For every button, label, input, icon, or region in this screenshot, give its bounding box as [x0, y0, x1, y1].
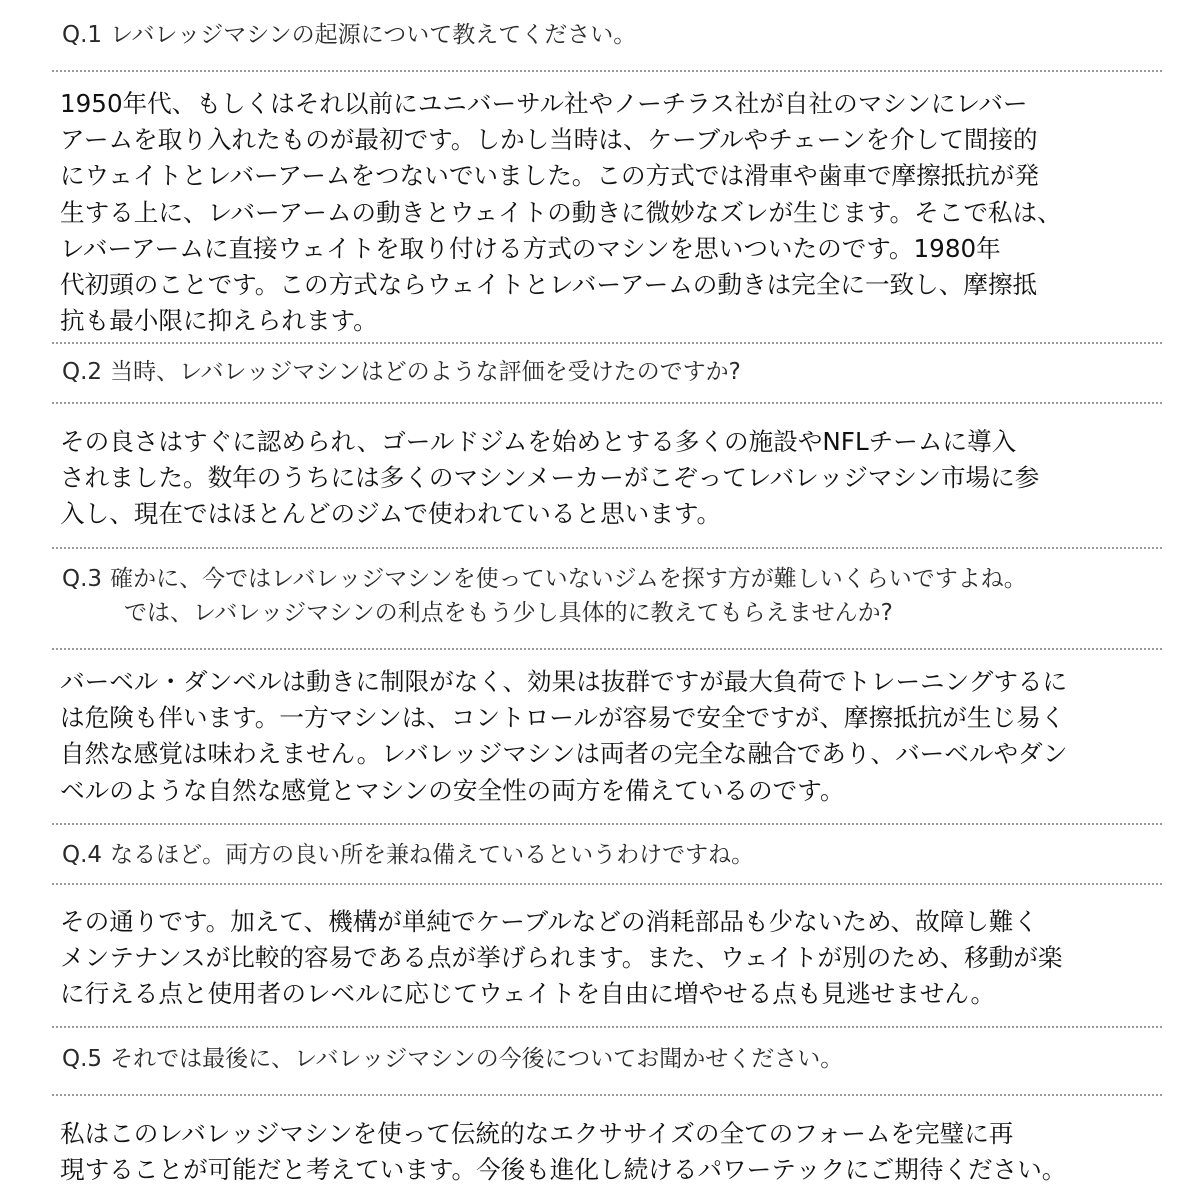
question-number: Q.2: [62, 359, 103, 385]
dotted-divider: [52, 342, 1162, 344]
answer-line: ベルのような自然な感覚とマシンの安全性の両方を備えているのです。: [60, 775, 845, 805]
answer-line: その良さはすぐに認められ、ゴールドジムを始めとする多くの施設やNFLチームに導入: [60, 427, 1017, 456]
question-number: Q.1: [62, 22, 103, 48]
dotted-divider: [52, 70, 1162, 72]
answer-line: アームを取り入れたものが最初です。しかし当時は、ケーブルやチェーンを介して間接的: [60, 125, 1038, 155]
answer-line: 1950年代、もしくはそれ以前にユニバーサル社やノーチラス社が自社のマシンにレバー: [60, 89, 1028, 118]
question-number: Q.5: [62, 1046, 103, 1072]
question-text: それでは最後に、レバレッジマシンの今後についてお聞かせください。: [110, 1046, 844, 1072]
answer-2: [60, 424, 1160, 533]
question-number: Q.3: [62, 566, 103, 592]
question-1: [62, 18, 636, 52]
answer-line: レバーアームに直接ウェイトを取り付ける方式のマシンを思いついたのです。1980年: [60, 233, 1001, 263]
answer-line: バーベル・ダンベルは動きに制限がなく、効果は抜群ですが最大負荷でトレーニングするに: [60, 667, 1068, 696]
question-text: レバレッジマシンの起源について教えてください。: [110, 22, 637, 48]
answer-line: 入し、現在ではほとんどのジムで使われていると思います。: [60, 499, 722, 529]
dotted-divider: [52, 648, 1162, 650]
answer-line: 生する上に、レバーアームの動きとウェイトの動きに微妙なズレが生じます。そこで私は、: [60, 197, 1062, 227]
question-5: [62, 1042, 843, 1076]
answer-3: [60, 664, 1160, 809]
answer-line: その通りです。加えて、機構が単純でケーブルなどの消耗部品も少ないため、故障し難く: [60, 907, 1039, 936]
question-number: Q.4: [62, 842, 103, 868]
answer-line: 抗も最小限に抑えられます。: [60, 306, 378, 336]
dotted-divider: [52, 547, 1162, 549]
dotted-divider: [52, 883, 1162, 885]
answer-line: されました。数年のうちには多くのマシンメーカーがこぞってレバレッジマシン市場に参: [60, 463, 1040, 493]
answer-5: [60, 1116, 1160, 1188]
dotted-divider: [52, 1026, 1162, 1028]
dotted-divider: [52, 1094, 1162, 1096]
answer-4: [60, 904, 1160, 1013]
question-text: 確かに、今ではレバレッジマシンを使っていないジムを探す方が難しいくらいですよね。: [110, 566, 1027, 592]
answer-line: 私はこのレバレッジマシンを使って伝統的なエクササイズの全てのフォームを完璧に再: [60, 1119, 1014, 1148]
answer-line: 現することが可能だと考えています。今後も進化し続けるパワーテックにご期待ください。: [60, 1155, 1067, 1185]
answer-1: [60, 86, 1160, 339]
question-3: [62, 562, 1027, 630]
question-2: [62, 355, 741, 389]
dotted-divider: [52, 823, 1162, 825]
dotted-divider: [52, 402, 1162, 404]
question-text: 当時、レバレッジマシンはどのような評価を受けたのですか?: [110, 359, 741, 385]
answer-line: 代初頭のことです。この方式ならウェイトとレバーアームの動きは完全に一致し、摩擦抵: [60, 270, 1038, 300]
answer-line: に行える点と使用者のレベルに応じてウェイトを自由に増やせる点も見逃せません。: [60, 979, 996, 1009]
answer-line: にウェイトとレバーアームをつないでいました。この方式では滑車や歯車で摩擦抵抗が発: [60, 161, 1040, 191]
answer-line: は危険も伴います。一方マシンは、コントロールが容易で安全ですが、摩擦抵抗が生じ易く: [60, 703, 1066, 733]
question-text-continued: では、レバレッジマシンの利点をもう少し具体的に教えてもらえませんか?: [124, 600, 893, 626]
answer-line: 自然な感覚は味わえません。レバレッジマシンは両者の完全な融合であり、バーベルやダン: [60, 739, 1068, 769]
question-4: [62, 838, 754, 872]
question-text: なるほど。両方の良い所を兼ね備えているというわけですね。: [110, 842, 755, 868]
answer-line: メンテナンスが比較的容易である点が挙げられます。また、ウェイトが別のため、移動が楽: [60, 943, 1063, 973]
